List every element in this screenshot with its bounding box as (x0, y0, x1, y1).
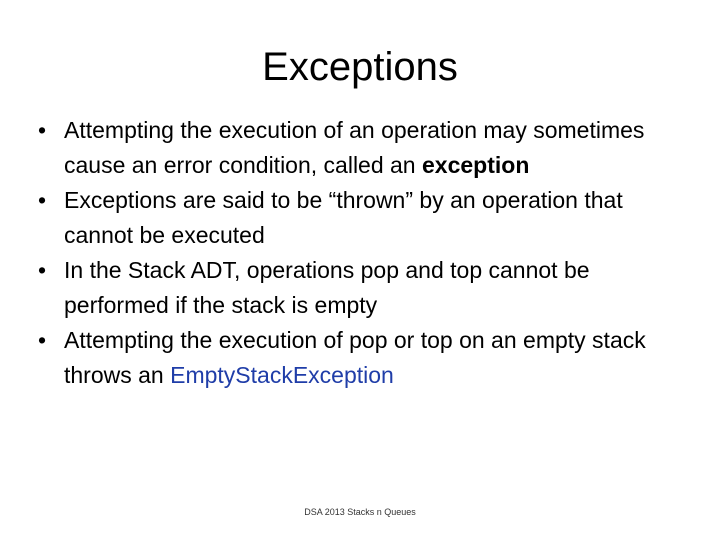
bullet-text: Attempting the execution of an operation may sometimes cause an error condition, called an (64, 117, 645, 178)
bullet-icon: • (37, 257, 47, 283)
bullet-text: Exceptions are said to be “thrown” by an operation that cannot be executed (64, 187, 623, 248)
bullet-emphasis: exception (422, 152, 530, 178)
bullet-text: In the Stack ADT, operations pop and top cannot be performed if the stack is empty (64, 257, 590, 318)
bullet-item (32, 113, 682, 183)
bullet-item (32, 323, 682, 393)
bullet-icon: • (37, 327, 47, 353)
slide-footer: DSA 2013 Stacks n Queues (304, 507, 416, 517)
bullet-list (32, 113, 682, 393)
bullet-text: Attempting the execution of pop or top on an empty stack throws an (64, 327, 646, 388)
bullet-icon: • (37, 117, 47, 143)
bullet-icon: • (37, 187, 47, 213)
slide-title: Exceptions (262, 45, 458, 89)
exception-class-name: EmptyStackException (170, 362, 394, 388)
bullet-item (32, 253, 682, 323)
bullet-item (32, 183, 682, 253)
